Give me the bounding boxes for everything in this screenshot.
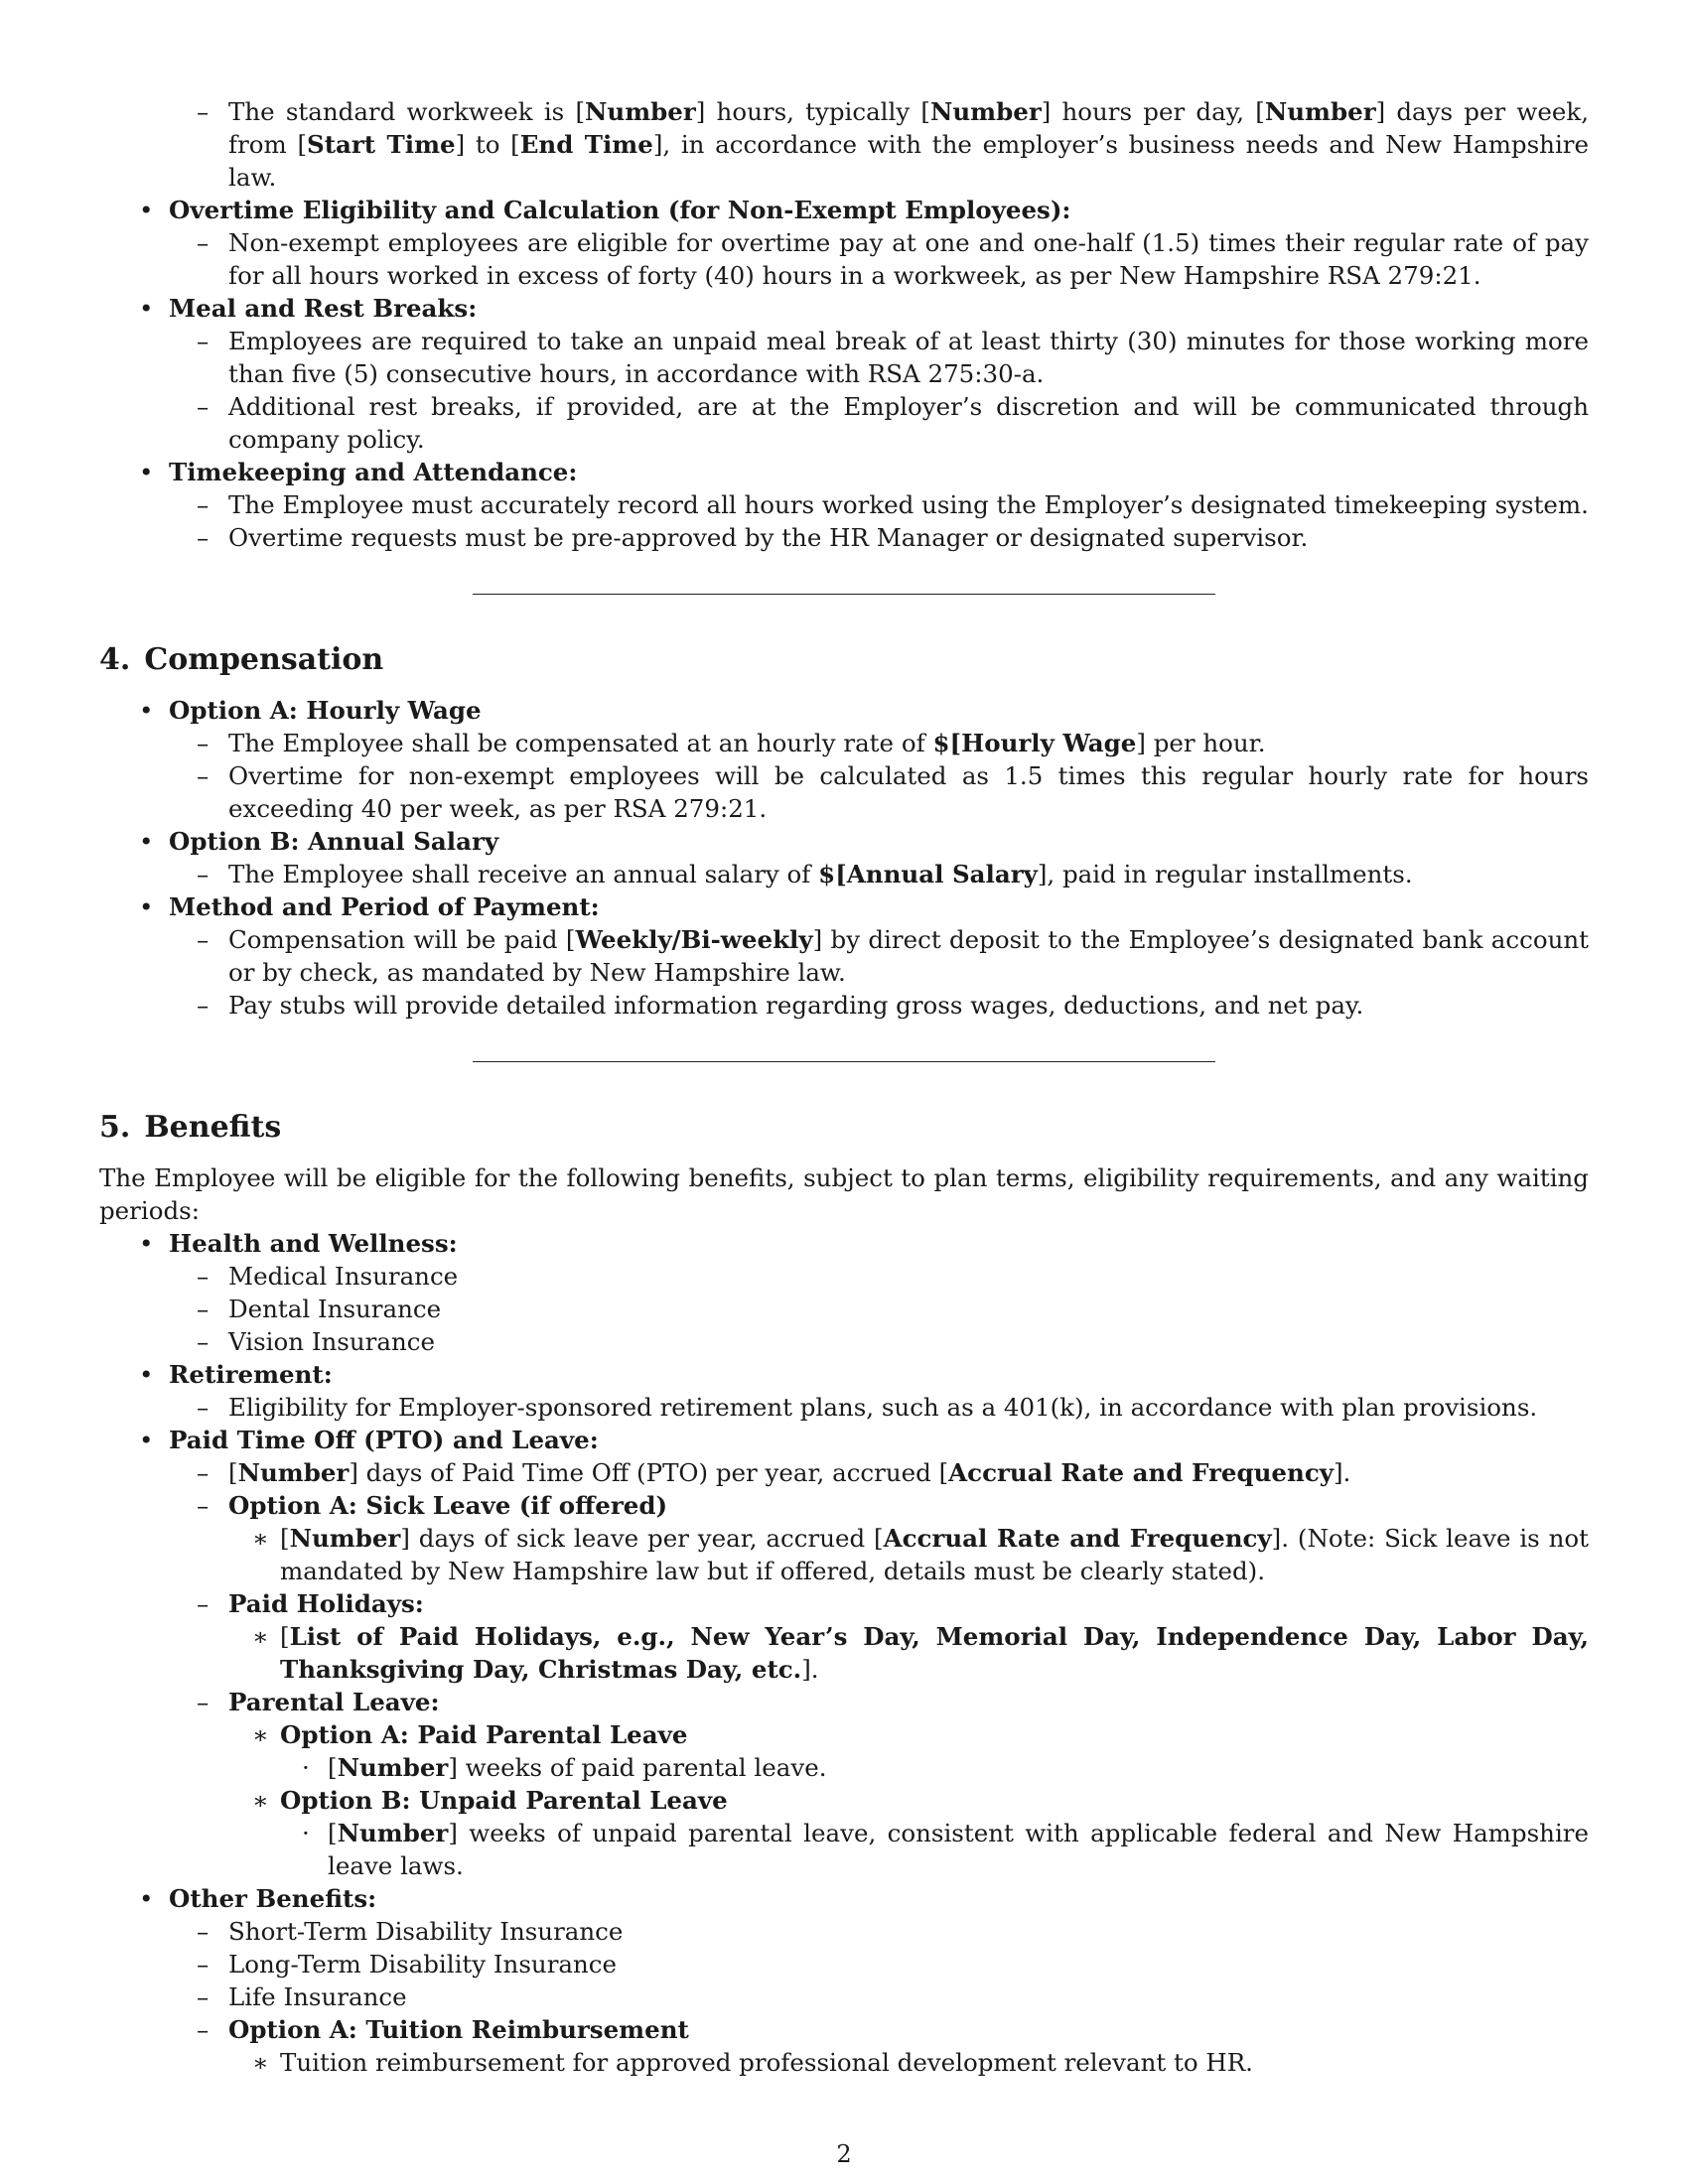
list-item: – Dental Insurance [197,1295,442,1323]
list-item: – Overtime for non-exempt employees will be calculated as 1.5 times this regular hourly rate for hours exceeding 40 per week, as per RSA 279:21. [197,761,1589,823]
list-item: – The Employee must accurately record all hours worked using the Employer’s designated timekeeping system. [197,490,1589,519]
list-item: – Life Insurance [197,1982,407,2011]
list-item: • Timekeeping and Attendance: [139,458,578,486]
list-item: • Meal and Rest Breaks: [139,294,478,323]
section-heading-compensation: 4. Compensation [99,642,384,677]
list-item: – Compensation will be paid [Weekly/Bi-weekly] by direct deposit to the Employee’s designated bank account or by check, as mandated by New Hampshire law. [197,925,1590,987]
list-item: – Additional rest breaks, if provided, are at the Employer’s discretion and will be communicated through company policy. [197,392,1589,454]
list-item: • Overtime Eligibility and Calculation (for Non-Exempt Employees): [139,196,1071,224]
list-item: – Medical Insurance [197,1262,459,1291]
list-item: • Paid Time Off (PTO) and Leave: [139,1426,599,1454]
list-item: ∗ [Number] days of sick leave per year, accrued [Accrual Rate and Frequency]. (Note: Sick leave is not mandated by New Hampshire law but if offered, details must be clearly stated). [252,1524,1589,1585]
list-item: – Long-Term Disability Insurance [197,1950,618,1979]
list-item: – Paid Holidays: [197,1589,424,1618]
list-item: – Option A: Tuition Reimbursement [197,2015,689,2044]
list-item: · [Number] weeks of paid parental leave. [302,1753,827,1782]
list-item: – Employees are required to take an unpaid meal break of at least thirty (30) minutes for those working more than five (5) consecutive hours, in accordance with RSA 275:30-a. [197,327,1589,388]
timekeeping-heading: Timekeeping and Attendance: [169,458,578,486]
workweek-text: The standard workweek is [Number] hours, typically [Number] hours per day, [Number] days per week, from [Start Time] to [End Time], in accordance with the employer’s business needs and New Hampshire law. [228,97,1590,192]
list-item: • Method and Period of Payment: [139,892,600,921]
benefits-intro: The Employee will be eligible for the following benefits, subject to plan terms, eligibility requirements, and any waiting periods: [99,1163,1589,1225]
list-item: – Overtime requests must be pre-approved by the HR Manager or designated supervisor. [197,523,1309,552]
list-item: · [Number] weeks of unpaid parental leave, consistent with applicable federal and New Hampshire leave laws. [302,1819,1589,1880]
overtime-heading: Overtime Eligibility and Calculation (for Non-Exempt Employees): [169,196,1071,224]
list-item: • Option A: Hourly Wage [139,696,482,725]
list-item: ∗ [List of Paid Holidays, e.g., New Year’s Day, Memorial Day, Independence Day, Labor Day, Thanksgiving Day, Christmas Day, etc.]. [252,1622,1589,1684]
list-item: – The Employee shall receive an annual salary of $[Annual Salary], paid in regular installments. [197,860,1413,888]
list-item: – [Number] days of Paid Time Off (PTO) per year, accrued [Accrual Rate and Frequency]. [197,1458,1351,1487]
meal-heading: Meal and Rest Breaks: [169,294,478,323]
document-page [99,95,1589,2079]
list-item: • Health and Wellness: [139,1229,458,1258]
list-item: • Other Benefits: [139,1884,377,1913]
list-item: – Pay stubs will provide detailed information regarding gross wages, deductions, and net pay. [197,991,1364,1020]
list-item: – The Employee shall be compensated at an hourly rate of $[Hourly Wage] per hour. [197,729,1266,757]
list-item: • Option B: Annual Salary [139,827,499,856]
page-number: 2 [836,2140,852,2168]
list-item: – Vision Insurance [197,1327,435,1356]
list-item: ∗ Option A: Paid Parental Leave [252,1720,688,1749]
section-heading-benefits: 5. Benefits [99,1110,282,1145]
list-item: – The standard workweek is [Number] hours, typically [Number] hours per day, [Number] days per week, from [Start Time] to [End Time], in accordance with the employer’s business needs and New Hampshire law. [197,97,1590,192]
list-item: • Retirement: [139,1360,333,1389]
list-item: – Short-Term Disability Insurance [197,1917,624,1946]
list-item: – Option A: Sick Leave (if offered) [197,1491,668,1520]
list-item: – Non-exempt employees are eligible for overtime pay at one and one-half (1.5) times their regular rate of pay for all hours worked in excess of forty (40) hours in a workweek, as per New Hampshire RSA 279:21. [197,228,1589,290]
list-item: ∗ Option B: Unpaid Parental Leave [252,1786,728,1815]
list-item: – Parental Leave: [197,1688,440,1716]
list-item: ∗ Tuition reimbursement for approved professional development relevant to HR. [252,2048,1253,2077]
section-divider [473,594,1215,595]
list-item: – Eligibility for Employer-sponsored retirement plans, such as a 401(k), in accordance with plan provisions. [197,1393,1538,1422]
section-divider [473,1061,1215,1062]
